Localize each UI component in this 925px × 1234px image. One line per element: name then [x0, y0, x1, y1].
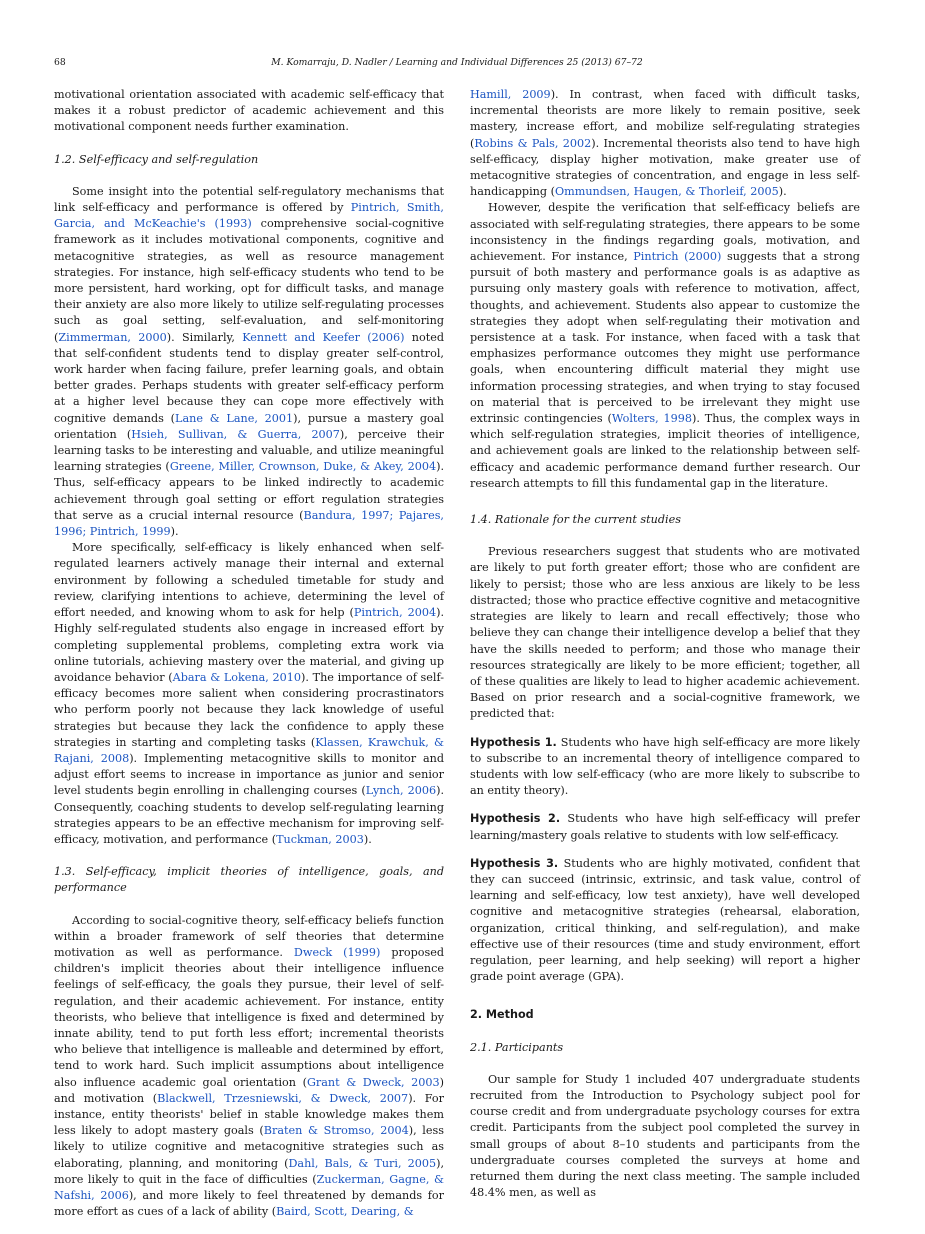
- citation-link[interactable]: Hamill, 2009: [470, 88, 551, 101]
- paragraph-text: proposed children's implicit theories about their intelligence influence feelings of self-efficacy, the goals they pursue, their level of self-regulation, and their academic achievement. For instance, entity theorists, who believe that intelligence is fixed and determined by innate ability, tend to put forth less effort; incremental theorists who believe that intelligence is malleable and determined by effort, tend to work hard. Such implicit assumptions about intelligence also influence academic goal orientation (: [54, 945, 444, 1089]
- citation-link[interactable]: Greene, Miller, Crownson, Duke, & Akey, 2004: [169, 460, 437, 474]
- paragraph-text: ). Similarly,: [166, 330, 243, 344]
- paragraph: [470, 87, 860, 200]
- paragraph: [54, 184, 444, 540]
- citation-link[interactable]: Abara & Lokena, 2010: [172, 670, 302, 684]
- paragraph-text: ), less likely to utilize cognitive and metacognitive strategies such as elaborating, planning, and monitoring (: [54, 1124, 444, 1170]
- citation-link[interactable]: Blackwell, Trzesniewski, & Dweck, 2007: [157, 1091, 409, 1105]
- paragraph-text: Previous researchers suggest that students who are motivated are likely to put forth greater effort; those who are confident are likely to persist; those who are less anxious are likely to be less distracted; those who practice effective cognitive and metacognitive strategies are likely to learn and recall effectively; those who believe they can change their intelligence develop a belief that they have the skills needed to perform; and those who manage their resources strategically are likely to be more efficient; together, all of these qualities are likely to lead to higher academic achievement. Based on prior research and a social-cognitive framework, we predicted that:: [470, 545, 860, 721]
- hypothesis-text: Students who are highly motivated, confident that they can succeed (intrinsic, extrinsic, and task value, control of learning and self-efficacy, low test anxiety), have well developed cognitive and metacognitive strategies (rehearsal, elaboration, organization, critical thinking, and self-regulation), and make effective use of their resources (time and study environment, effort regulation, peer learning, and help seeking) will report a higher grade point average (GPA).: [470, 856, 860, 984]
- paragraph-text: ), more likely to quit in the face of difficulties (: [54, 1156, 444, 1186]
- citation-link[interactable]: Ommundsen, Haugen, & Thorleif, 2005: [554, 185, 779, 199]
- citation-link[interactable]: Pintrich (2000): [633, 250, 722, 264]
- citation-link[interactable]: Lynch, 2006: [365, 784, 437, 798]
- paragraph: [54, 913, 444, 1221]
- paragraph-text: ). Consequently, coaching students to develop self-regulating learning strategies appears to be an effective mechanism for improving self-efficacy, motivation, and performance (: [54, 784, 444, 846]
- citation-link[interactable]: Dweck (1999): [293, 945, 381, 959]
- citation-link[interactable]: Hsieh, Sullivan, & Guerra, 2007: [131, 427, 340, 441]
- paragraph-text: ). Highly self-regulated students also engage in increased effort by completing supplemental problems, completing extra work via online tutorials, achieving mastery over the material, and giving up avoidance behavior (: [54, 606, 444, 684]
- citation-link[interactable]: Wolters, 1998: [611, 412, 692, 426]
- paragraph: [470, 200, 860, 492]
- citation-link[interactable]: Robins & Pals, 2002: [474, 136, 592, 150]
- subsection-heading: 1.2. Self-efficacy and self-regulation: [54, 152, 259, 166]
- paragraph-text: ), perceive their learning tasks to be interesting and valuable, and utilize meaningful learning strategies (: [54, 427, 445, 474]
- citation-link[interactable]: Baird, Scott, Dearing, &: [276, 1205, 414, 1219]
- running-title: M. Komarraju, D. Nadler / Learning and Individual Differences 25 (2013) 67–72: [271, 57, 643, 68]
- citation-link[interactable]: Klassen, Krawchuk, & Rajani, 2008: [54, 735, 444, 765]
- paragraph: [54, 540, 444, 848]
- citation-link[interactable]: Pintrich, 2004: [353, 606, 437, 620]
- paragraph: [54, 87, 444, 136]
- hypothesis-1: [470, 735, 860, 800]
- paragraph-text: ).: [363, 832, 372, 846]
- paragraph-text: ). Thus, self-efficacy appears to be linked indirectly to academic achievement through goal setting or effort regulation strategies that serve as a crucial internal resource (: [54, 460, 444, 522]
- paragraph: [470, 544, 860, 722]
- citation-link[interactable]: Braten & Stromso, 2004: [263, 1124, 409, 1138]
- citation-link[interactable]: Kennett and Keefer (2006): [242, 330, 405, 344]
- paragraph-text: ). For instance, entity theorists' belief in stable knowledge makes them less likely to adopt mastery goals (: [54, 1091, 445, 1138]
- hypothesis-label: Hypothesis 1.: [470, 735, 557, 749]
- citation-link[interactable]: Lane & Lane, 2001: [175, 411, 294, 425]
- hypothesis-3: [470, 856, 860, 986]
- paragraph-text: suggests that a strong pursuit of both mastery and performance goals is as adaptive as pursuing only mastery goals with reference to motivation, affect, thoughts, and achievement. Students also appear to customize the strategies they adopt when self-regulating their motivation and persistence at a task. For instance, when faced with a task that emphasizes performance outcomes they might use performance goals, when encountering difficult material they might use information processing strategies, and when trying to stay focused on material that is perceived to be irrelevant they might use extrinsic contingencies (: [470, 250, 860, 426]
- subsection-heading: 1.4. Rationale for the current studies: [470, 513, 681, 527]
- page-header: [54, 57, 860, 73]
- page-number: 68: [54, 57, 66, 68]
- hypothesis-text: Students who have high self-efficacy will prefer learning/mastery goals relative to students with low self-efficacy.: [470, 812, 860, 842]
- right-column: [470, 87, 860, 1201]
- citation-link[interactable]: Grant & Dweck, 2003: [306, 1075, 440, 1089]
- paragraph-text: More specifically, self-efficacy is likely enhanced when self-regulated learners actively manage their internal and external environment by following a scheduled timetable for study and review, clarifying intentions to achieve, determining the level of effort needed, and knowing whom to ask for help (: [54, 541, 444, 620]
- subsection-heading: 2.1. Participants: [470, 1040, 564, 1054]
- citation-link[interactable]: Dahl, Bals, & Turi, 2005: [288, 1156, 437, 1170]
- paragraph-text: ).: [778, 185, 787, 199]
- paragraph-text: However, despite the verification that self-efficacy beliefs are associated with self-regulating strategies, there appears to be some inconsistency in the findings regarding goals, motivation, and achievement. For instance,: [470, 201, 860, 264]
- paragraph-text: ). Implementing metacognitive skills to monitor and adjust effort seems to increase in importance as junior and senior level students begin enrolling in challenging courses (: [54, 751, 444, 798]
- section-heading: 2. Method: [470, 1008, 534, 1022]
- paragraph-text: ). Incremental theorists also tend to have high self-efficacy, display higher motivation, make greater use of metacognitive strategies of concentration, and engage in less self-handicapping (: [470, 136, 861, 199]
- paragraph-text: ), pursue a mastery goal orientation (: [54, 411, 444, 441]
- paragraph-text: ).: [170, 525, 179, 539]
- paragraph-text: noted that self-confident students tend to display greater self-control, work harder when facing failure, prefer learning goals, and obtain better grades. Perhaps students with greater self-efficacy perform at a higher level because they can cope more effectively with cognitive demands (: [54, 330, 445, 425]
- paragraph: [470, 1072, 860, 1202]
- citation-link[interactable]: Tuckman, 2003: [276, 832, 364, 846]
- paragraph-text: motivational orientation associated with academic self-efficacy that makes it a robust predictor of academic achievement and this motivational component needs further examination.: [54, 88, 444, 134]
- paragraph-text: Our sample for Study 1 included 407 undergraduate students recruited from the Introduction to Psychology subject pool for course credit and from undergraduate psychology courses for extra credit. Participants from the subject pool completed the survey in small groups of about 8–10 students and participants from the undergraduate courses completed the surveys at home and returned them during the next class meeting. The sample included 48.4% men, as well as: [470, 1072, 860, 1200]
- citation-link[interactable]: Zuckerman, Gagne, & Nafshi, 2006: [54, 1172, 444, 1202]
- paragraph-text: Some insight into the potential self-regulatory mechanisms that link self-efficacy and performance is offered by: [54, 184, 444, 215]
- hypothesis-2: [470, 811, 860, 843]
- citation-link[interactable]: Zimmerman, 2000: [58, 330, 167, 344]
- citation-link[interactable]: Pintrich, Smith, Garcia, and McKeachie's (1993): [54, 201, 444, 231]
- paragraph-text: According to social-cognitive theory, self-efficacy beliefs function within a broader framework of self theories that determine motivation as well as performance.: [54, 913, 444, 959]
- paragraph-text: ) and motivation (: [54, 1075, 445, 1105]
- subsection-heading: 1.3. Self-efficacy, implicit theories of intelligence, goals, and performance: [54, 865, 444, 895]
- citation-link[interactable]: Bandura, 1997; Pajares, 1996; Pintrich, 1999: [54, 508, 444, 539]
- paragraph-text: comprehensive social-cognitive framework as it includes motivational components, cognitive and metacognitive strategies, as well as resource management strategies. For instance, high self-efficacy students who tend to be more persistent, hard working, opt for difficult tasks, and manage their anxiety are also more likely to utilize self-regulating processes such as goal setting, self-evaluation, and self-monitoring (: [54, 217, 444, 344]
- paragraph-text: ). Thus, the complex ways in which self-regulation strategies, implicit theories of intelligence, and achievement goals are linked to the relationship between self-efficacy and academic performance demand further research. Our research attempts to fill this fundamental gap in the literature.: [470, 412, 860, 490]
- hypothesis-text: Students who have high self-efficacy are more likely to subscribe to an incremental theory of intelligence compared to students with low self-efficacy (who are more likely to subscribe to an entity theory).: [470, 735, 860, 798]
- hypothesis-label: Hypothesis 2.: [470, 812, 561, 826]
- left-column: [54, 87, 444, 1220]
- paragraph-text: ). In contrast, when faced with difficult tasks, incremental theorists are more likely to remain positive, seek mastery, increase effort, and mobilize self-regulating strategies (: [470, 88, 860, 150]
- hypothesis-label: Hypothesis 3.: [470, 856, 559, 870]
- paragraph-text: ), and more likely to feel threatened by demands for more effort as cues of a lack of ability (: [54, 1189, 444, 1219]
- paragraph-text: ). The importance of self-efficacy becomes more salient when considering procrastinators who perform poorly not because they lack knowledge of useful strategies but because they lack the confidence to apply these strategies in starting and completing tasks (: [54, 670, 445, 749]
